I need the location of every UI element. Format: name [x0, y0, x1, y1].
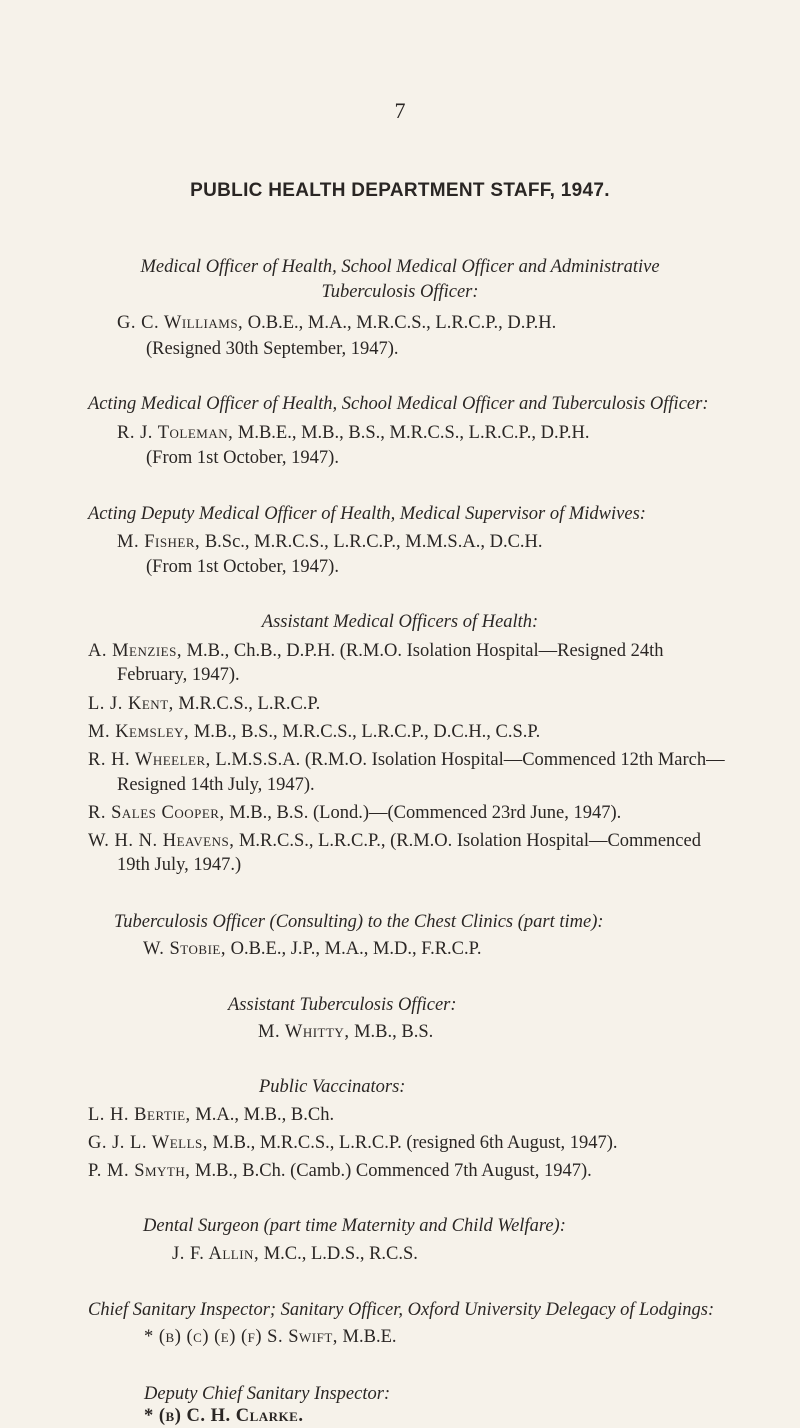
staff-entry: [144, 1325, 397, 1349]
staff-name: R. J. Toleman,: [117, 423, 234, 443]
staff-name: A. Menzies,: [88, 641, 182, 661]
section-heading: Public Vaccinators:: [259, 1077, 406, 1097]
staff-entry: [117, 311, 556, 335]
section-heading: Dental Surgeon (part time Maternity and Child Welfare):: [143, 1216, 566, 1236]
staff-name: M. Whitty,: [258, 1022, 350, 1042]
staff-note: (From 1st October, 1947).: [146, 448, 339, 468]
staff-entry: [88, 692, 320, 716]
section-heading: Acting Deputy Medical Officer of Health, Medical Supervisor of Midwives:: [88, 504, 646, 524]
staff-note: (Resigned 30th September, 1947).: [146, 339, 399, 359]
staff-qualifications: O.B.E., M.A., M.R.C.S., L.R.C.P., D.P.H.: [243, 313, 557, 333]
staff-qualifications: B.Sc., M.R.C.S., L.R.C.P., M.M.S.A., D.C.H.: [200, 532, 543, 552]
staff-qualifications: M.B.E.: [337, 1327, 397, 1347]
staff-name: W. Stobie,: [143, 939, 226, 959]
section-heading: Tuberculosis Officer:: [321, 282, 479, 302]
staff-qualifications: M.B., B.Ch. (Camb.) Commenced 7th August, 1947).: [190, 1161, 592, 1181]
staff-name: P. M. Smyth,: [88, 1161, 191, 1181]
staff-qualifications: M.B., Ch.B., D.P.H. (R.M.O. Isolation Hospital—Resigned 24th: [181, 641, 664, 661]
staff-note: Resigned 14th July, 1947).: [117, 775, 315, 795]
section-heading: Acting Medical Officer of Health, School Medical Officer and Tuberculosis Officer:: [88, 394, 709, 414]
staff-entry: [88, 1103, 334, 1127]
staff-entry: [117, 530, 543, 554]
staff-entry: [88, 748, 725, 772]
staff-name: L. J. Kent,: [88, 694, 174, 714]
staff-name: G. J. L. Wells,: [88, 1133, 208, 1153]
staff-qualifications: M.B., B.S. (Lond.)—(Commenced 23rd June, 1947).: [224, 803, 622, 823]
staff-qualifications: L.M.S.S.A. (R.M.O. Isolation Hospital—Commenced 12th March—: [210, 750, 725, 770]
staff-name: R. H. Wheeler,: [88, 750, 211, 770]
staff-entry: [88, 829, 701, 853]
staff-qualifications: M.B.E., M.B., B.S., M.R.C.S., L.R.C.P., D.P.H.: [233, 423, 590, 443]
staff-entry: [88, 1131, 618, 1155]
staff-entry: [144, 1404, 303, 1428]
staff-name: J. F. Allin,: [172, 1244, 260, 1264]
section-heading: Assistant Medical Officers of Health:: [261, 612, 539, 632]
staff-qualifications: O.B.E., J.P., M.A., M.D., F.R.C.P.: [225, 939, 482, 959]
staff-entry: [88, 801, 621, 825]
page-title: PUBLIC HEALTH DEPARTMENT STAFF, 1947.: [190, 180, 610, 201]
section-heading: Tuberculosis Officer (Consulting) to the Chest Clinics (part time):: [114, 912, 604, 932]
section-heading: Chief Sanitary Inspector; Sanitary Officer, Oxford University Delegacy of Lodgings:: [88, 1300, 715, 1320]
staff-entry: [258, 1020, 433, 1044]
staff-name: L. H. Bertie,: [88, 1105, 191, 1125]
section-heading: Assistant Tuberculosis Officer:: [228, 995, 457, 1015]
staff-qualifications: M.C., L.D.S., R.C.S.: [259, 1244, 418, 1264]
staff-note: February, 1947).: [117, 665, 240, 685]
staff-qualifications: M.R.C.S., L.R.C.P.: [173, 694, 321, 714]
section-heading: Deputy Chief Sanitary Inspector:: [144, 1384, 391, 1404]
staff-entry: [88, 1159, 592, 1183]
staff-qualifications: M.R.C.S., L.R.C.P., (R.M.O. Isolation Hospital—Commenced: [234, 831, 701, 851]
staff-name: M. Fisher,: [117, 532, 201, 552]
staff-note: 19th July, 1947.): [117, 855, 242, 875]
section-heading: Medical Officer of Health, School Medical Officer and Administrative: [140, 257, 660, 277]
staff-qualifications: M.B., B.S., M.R.C.S., L.R.C.P., D.C.H., C.S.P.: [189, 722, 541, 742]
staff-qualifications: M.A., M.B., B.Ch.: [190, 1105, 335, 1125]
staff-entry: [88, 720, 540, 744]
staff-note: (From 1st October, 1947).: [146, 557, 339, 577]
staff-qualifications: M.B., B.S.: [349, 1022, 434, 1042]
staff-name: * (b) (c) (e) (f) S. Swift,: [144, 1327, 338, 1347]
staff-entry: [172, 1242, 418, 1266]
staff-name: G. C. Williams,: [117, 313, 244, 333]
staff-name: R. Sales Cooper,: [88, 803, 225, 823]
staff-entry: [143, 937, 482, 961]
staff-entry: [88, 639, 664, 663]
staff-name: M. Kemsley,: [88, 722, 190, 742]
staff-qualifications: M.B., M.R.C.S., L.R.C.P. (resigned 6th August, 1947).: [207, 1133, 618, 1153]
staff-name: W. H. N. Heavens,: [88, 831, 235, 851]
page-number: 7: [394, 98, 406, 123]
staff-entry: [117, 421, 589, 445]
staff-name: * (b) C. H. Clarke.: [144, 1406, 304, 1426]
